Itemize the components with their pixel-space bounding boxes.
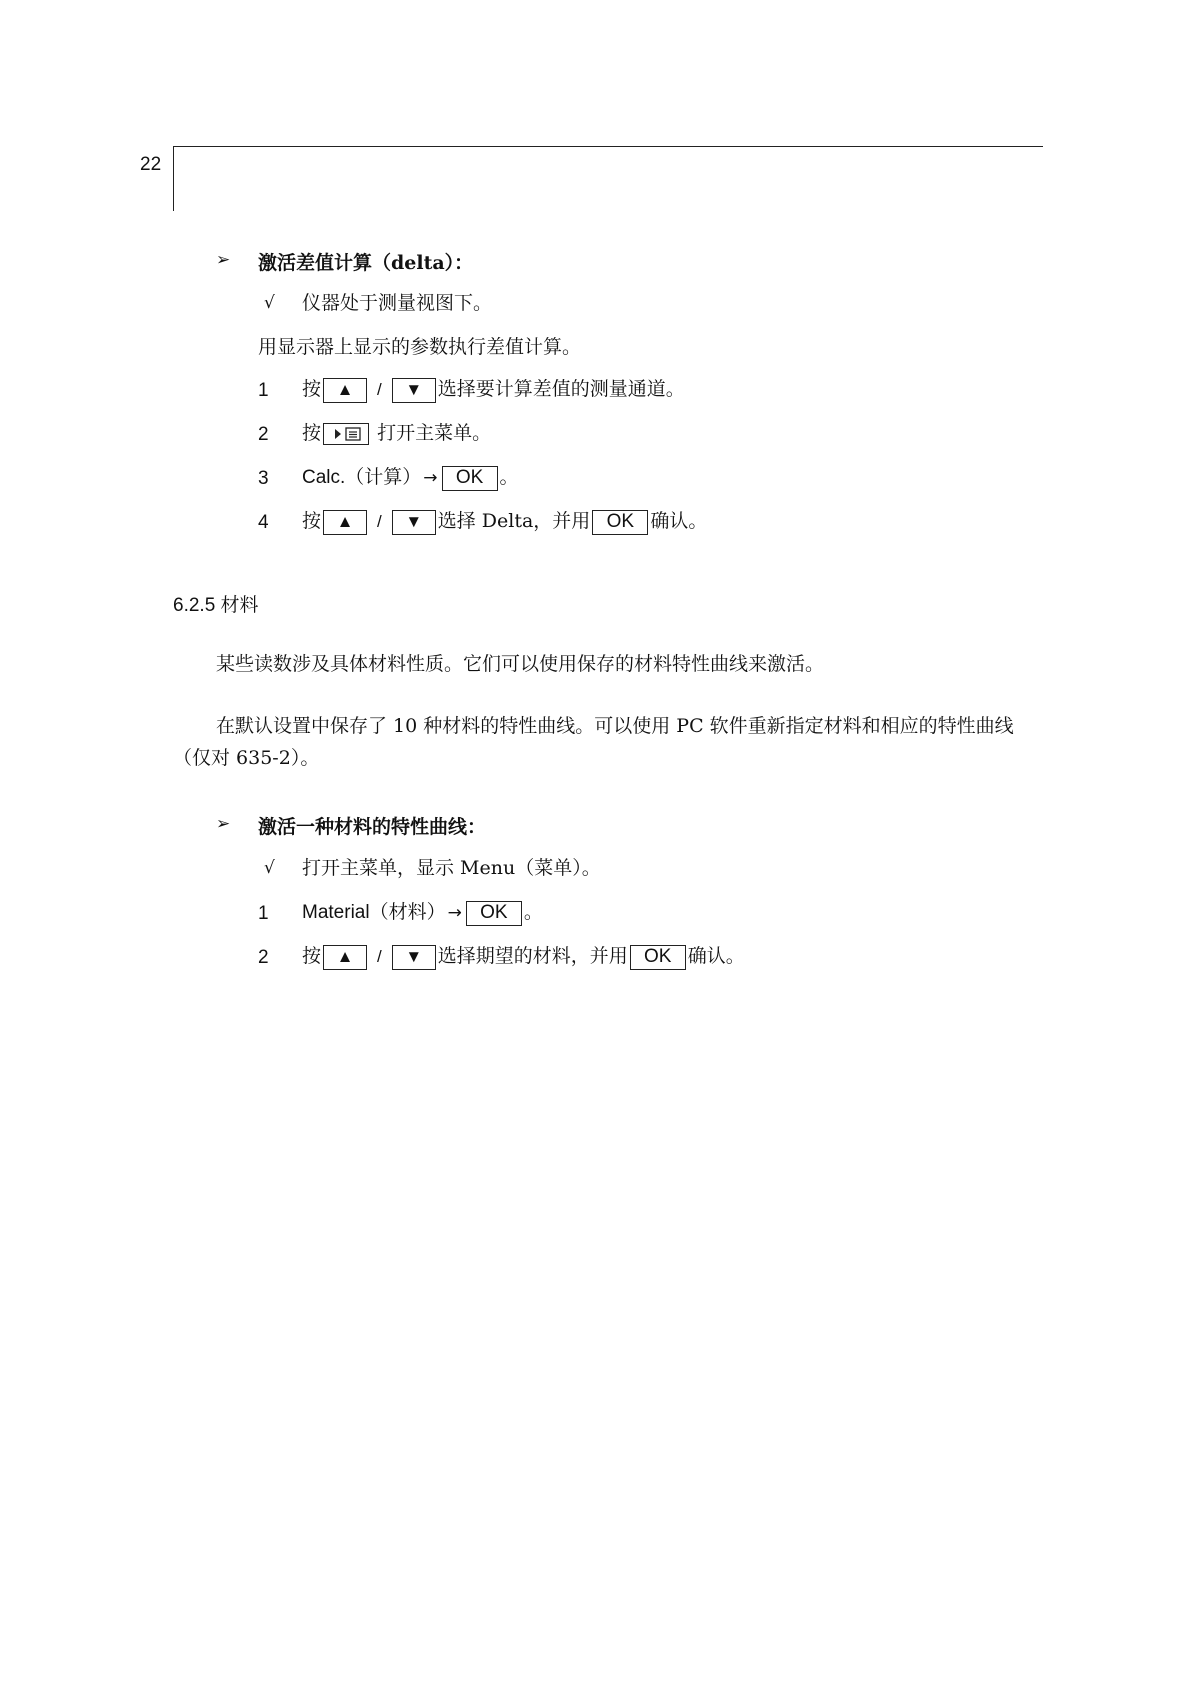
step-number: 4 <box>258 512 269 533</box>
step-text: 按 <box>302 378 322 400</box>
delta-step-1 <box>302 376 685 403</box>
step-text: 选择期望的材料，并用 <box>437 945 628 967</box>
step-text: 确认。 <box>687 945 745 967</box>
step-text: 选择 Delta，并用 <box>437 510 591 532</box>
delta-intro: 用显示器上显示的参数执行差值计算。 <box>258 336 582 358</box>
right-arrow-icon: → <box>447 903 462 923</box>
down-key: ▼ <box>392 378 436 403</box>
step-text: 确认。 <box>650 510 708 532</box>
step-number: 2 <box>258 947 269 968</box>
step-text: Calc.（计算） <box>302 467 422 488</box>
bullet-arrow-icon: ➢ <box>216 250 231 270</box>
page-number: 22 <box>140 154 162 175</box>
bullet-arrow-icon: ➢ <box>216 814 231 834</box>
step-number: 1 <box>258 903 269 924</box>
up-key: ▲ <box>323 945 367 970</box>
material-paragraph-1: 某些读数涉及具体材料性质。它们可以使用保存的材料特性曲线来激活。 <box>216 653 825 675</box>
delta-prerequisite: 仪器处于测量视图下。 <box>302 292 493 314</box>
ok-key: OK <box>630 945 686 970</box>
check-icon: √ <box>264 858 275 878</box>
right-arrow-icon: → <box>423 468 438 488</box>
check-icon: √ <box>264 293 275 313</box>
up-key: ▲ <box>323 510 367 535</box>
delta-heading: 激活差值计算（delta）： <box>258 252 474 274</box>
header-rule <box>173 146 1043 147</box>
step-text: 。 <box>523 901 543 923</box>
step-number: 3 <box>258 468 269 489</box>
material-step-2 <box>302 943 745 970</box>
step-text: 按 <box>302 422 322 444</box>
down-key: ▼ <box>392 945 436 970</box>
header-rule-vertical <box>173 146 174 211</box>
slash: / <box>377 380 382 399</box>
section-title: 6.2.5 材料 <box>173 595 259 616</box>
step-text: Material（材料） <box>302 902 446 923</box>
material-prerequisite: 打开主菜单，显示 Menu（菜单）。 <box>302 857 601 879</box>
down-key: ▼ <box>392 510 436 535</box>
menu-key-icon <box>323 423 369 445</box>
delta-step-4 <box>302 508 707 535</box>
step-text: 选择要计算差值的测量通道。 <box>437 378 685 400</box>
material-paragraph-2: 在默认设置中保存了 10 种材料的特性曲线。可以使用 PC 软件重新指定材料和相应的特性曲线（仅对 635-2）。 <box>173 715 1014 769</box>
material-heading: 激活一种材料的特性曲线： <box>258 816 487 838</box>
material-step-1 <box>302 899 543 926</box>
step-number: 2 <box>258 424 269 445</box>
slash: / <box>377 512 382 531</box>
ok-key: OK <box>466 901 522 926</box>
step-text: 打开主菜单。 <box>377 422 492 444</box>
step-text: 。 <box>499 466 519 488</box>
delta-step-2 <box>302 420 491 446</box>
step-text: 按 <box>302 945 322 967</box>
slash: / <box>377 947 382 966</box>
ok-key: OK <box>592 510 648 535</box>
step-number: 1 <box>258 380 269 401</box>
up-key: ▲ <box>323 378 367 403</box>
step-text: 按 <box>302 510 322 532</box>
delta-step-3 <box>302 464 519 491</box>
ok-key: OK <box>442 466 498 491</box>
